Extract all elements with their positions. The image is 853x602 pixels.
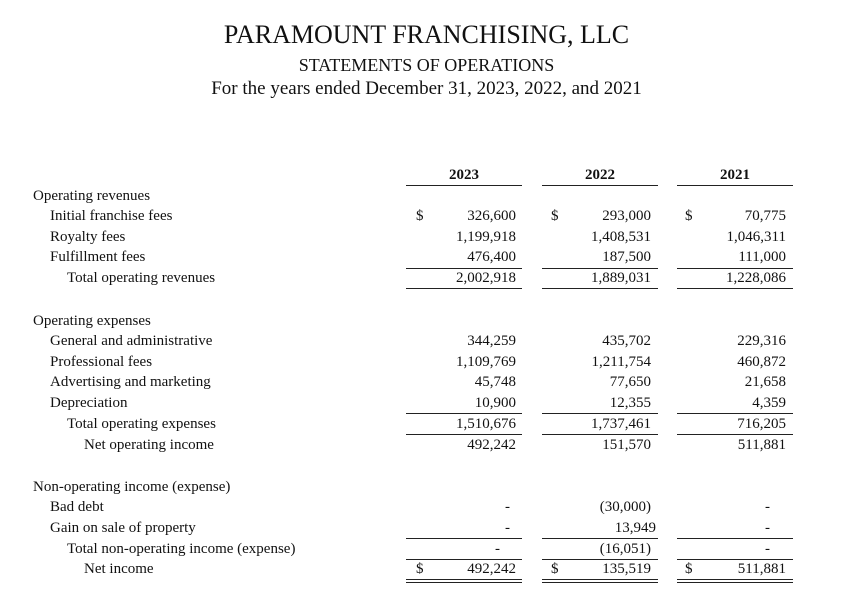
value-2021: 716,205: [737, 416, 786, 432]
double-rule: [406, 579, 522, 580]
table-row: [0, 247, 853, 267]
row-label: Initial franchise fees: [50, 208, 173, 224]
value-2022: 1,737,461: [591, 416, 651, 432]
double-rule: [406, 582, 522, 583]
value-2023: 492,242: [467, 437, 516, 453]
value-2021: 229,316: [737, 333, 786, 349]
row-label: Bad debt: [50, 499, 104, 515]
column-header-2022: 2022: [585, 167, 615, 183]
value-2021: -: [765, 499, 770, 515]
value-2022: 1,889,031: [591, 270, 651, 286]
row-label: Professional fees: [50, 354, 153, 370]
value-2023: 344,259: [467, 333, 516, 349]
currency-symbol: $: [685, 561, 693, 577]
value-2021: 111,000: [738, 249, 786, 265]
section-heading-operating-expenses: [0, 311, 853, 331]
currency-symbol: $: [551, 208, 559, 224]
row-label: Net operating income: [84, 437, 214, 453]
net-income-row: [0, 559, 853, 579]
value-2022: 12,355: [609, 395, 651, 411]
value-2021: 1,228,086: [726, 270, 786, 286]
section-heading-operating-revenues: [0, 186, 853, 206]
value-2021: -: [765, 520, 770, 536]
table-row: [0, 227, 853, 247]
value-2022: 435,702: [602, 333, 651, 349]
value-2023: -: [495, 541, 500, 557]
total-rule: [406, 288, 522, 289]
value-2023: 492,242: [467, 561, 516, 577]
row-label: Total non-operating income (expense): [67, 541, 296, 557]
value-2023: 45,748: [474, 374, 516, 390]
value-2022: 13,949: [614, 520, 656, 536]
value-2022: 187,500: [602, 249, 651, 265]
value-2023: -: [505, 520, 510, 536]
section-heading: Operating revenues: [33, 188, 151, 204]
value-2022: 77,650: [609, 374, 651, 390]
row-label: General and administrative: [50, 333, 213, 349]
table-row: [0, 352, 853, 372]
value-2023: 1,109,769: [456, 354, 516, 370]
row-label: Net income: [84, 561, 154, 577]
table-row: [0, 372, 853, 392]
value-2021: 70,775: [744, 208, 786, 224]
section-heading-non-operating: [0, 477, 853, 497]
value-2022: 293,000: [602, 208, 651, 224]
value-2021: 21,658: [744, 374, 786, 390]
column-header-2021: 2021: [720, 167, 750, 183]
row-label: Advertising and marketing: [50, 374, 211, 390]
currency-symbol: $: [416, 561, 424, 577]
double-rule: [677, 582, 793, 583]
value-2021: 511,881: [737, 561, 786, 577]
statement-title: STATEMENTS OF OPERATIONS: [298, 55, 555, 75]
value-2022: 135,519: [602, 561, 651, 577]
value-2023: 1,510,676: [456, 416, 516, 432]
value-2022: 1,408,531: [591, 229, 651, 245]
value-2023: 10,900: [474, 395, 516, 411]
total-row: [0, 539, 853, 559]
statement-period: For the years ended December 31, 2023, 2022, and 2021: [211, 78, 642, 99]
currency-symbol: $: [551, 561, 559, 577]
total-rule: [542, 288, 658, 289]
row-label: Total operating expenses: [67, 416, 216, 432]
row-label: Gain on sale of property: [50, 520, 196, 536]
value-2021: -: [765, 541, 770, 557]
total-row: [0, 268, 853, 288]
value-2021: 460,872: [737, 354, 786, 370]
table-row: [0, 331, 853, 351]
total-rule: [677, 288, 793, 289]
table-row: [0, 393, 853, 413]
column-header-2023: 2023: [449, 167, 479, 183]
section-heading: Operating expenses: [33, 313, 151, 329]
table-row: [0, 518, 853, 538]
value-2023: 326,600: [467, 208, 516, 224]
value-2021: 1,046,311: [726, 229, 786, 245]
double-rule: [677, 579, 793, 580]
section-heading: Non-operating income (expense): [33, 479, 231, 495]
total-row: [0, 414, 853, 434]
table-row: [0, 206, 853, 226]
double-rule: [542, 582, 658, 583]
value-2021: 4,359: [752, 395, 786, 411]
value-2023: 2,002,918: [456, 270, 516, 286]
row-label: Royalty fees: [50, 229, 126, 245]
company-name: PARAMOUNT FRANCHISING, LLC: [223, 20, 630, 49]
total-row: [0, 435, 853, 455]
row-label: Total operating revenues: [67, 270, 216, 286]
value-2022: 1,211,754: [591, 354, 651, 370]
value-2022: (30,000): [599, 499, 651, 515]
row-label: Fulfillment fees: [50, 249, 146, 265]
value-2023: -: [505, 499, 510, 515]
value-2023: 476,400: [467, 249, 516, 265]
value-2022: 151,570: [602, 437, 651, 453]
double-rule: [542, 579, 658, 580]
value-2023: 1,199,918: [456, 229, 516, 245]
currency-symbol: $: [416, 208, 424, 224]
currency-symbol: $: [685, 208, 693, 224]
table-row: [0, 497, 853, 517]
value-2022: (16,051): [599, 541, 651, 557]
row-label: Depreciation: [50, 395, 128, 411]
value-2021: 511,881: [737, 437, 786, 453]
